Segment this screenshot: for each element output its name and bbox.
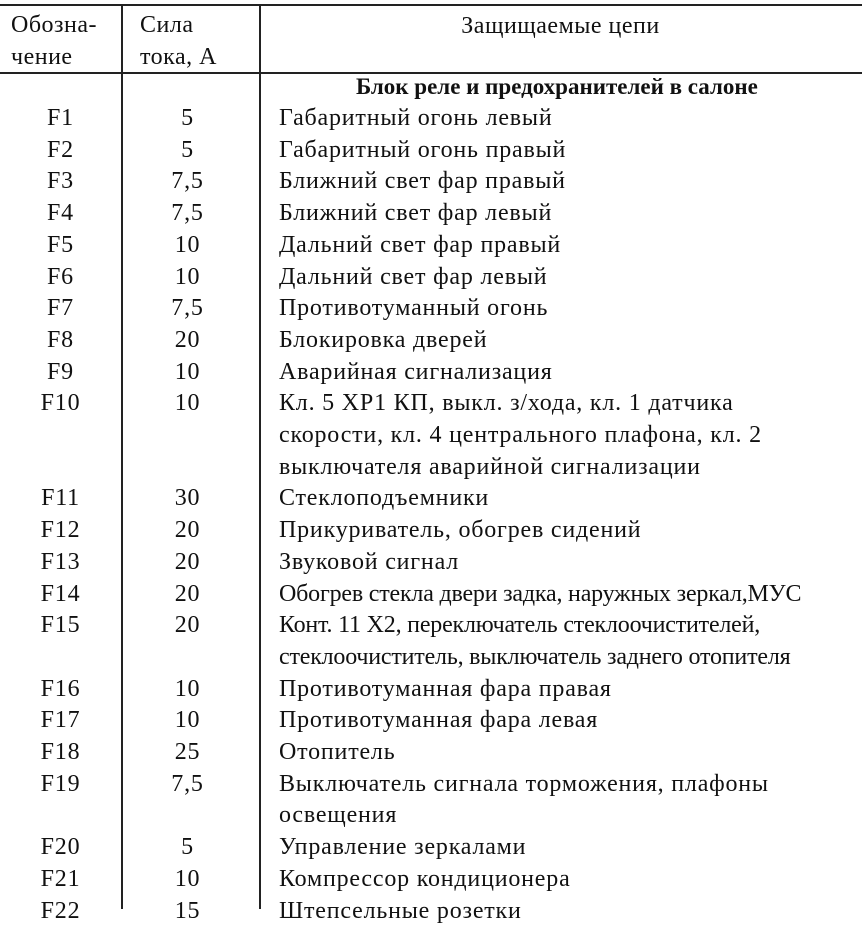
circuit-description-line: Противотуманный огонь <box>279 295 549 322</box>
fuse-designation: F22 <box>40 897 81 924</box>
fuse-circuits <box>279 103 862 135</box>
fuse-current: 20 <box>174 517 201 544</box>
fuse-circuits <box>279 388 862 483</box>
fuse-designation: F4 <box>47 200 74 227</box>
circuit-description-line: выключателя аварийной сигнализации <box>279 453 701 480</box>
table-row <box>0 610 862 673</box>
fuse-circuits <box>279 357 862 389</box>
table-row <box>0 388 862 483</box>
fuse-circuits <box>279 325 862 357</box>
fuse-designation: F18 <box>40 739 81 766</box>
fuse-current: 10 <box>174 231 201 258</box>
header-designation-line-2: чение <box>11 44 73 70</box>
fuse-designation: F21 <box>40 865 81 892</box>
table-top-rule <box>0 4 862 6</box>
fuse-circuits <box>279 547 862 579</box>
fuse-current: 10 <box>174 707 201 734</box>
fuse-designation: F7 <box>47 295 74 322</box>
fuse-circuits <box>279 705 862 737</box>
table-row <box>0 230 862 262</box>
fuse-current: 10 <box>174 865 201 892</box>
fuse-designation: F11 <box>41 485 80 512</box>
circuit-description-line: Аварийная сигнализация <box>279 358 553 385</box>
circuit-description-line: Дальний свет фар правый <box>279 231 562 258</box>
circuit-description-line: Габаритный огонь правый <box>279 136 567 163</box>
fuse-designation: F14 <box>40 580 81 607</box>
circuit-description-line: Конт. 11 Х2, переключатель стеклоочистителей, <box>279 612 761 639</box>
fuse-circuits <box>279 293 862 325</box>
table-row <box>0 135 862 167</box>
circuit-description-line: Прикуриватель, обогрев сидений <box>279 517 642 544</box>
header-circuits: Защищаемые цепи <box>461 13 660 39</box>
fuse-designation: F19 <box>40 770 81 797</box>
table-row <box>0 293 862 325</box>
header-current-line-2: тока, А <box>140 44 217 70</box>
header-current-line-1: Сила <box>140 12 194 38</box>
fuse-designation: F13 <box>40 548 81 575</box>
fuse-circuits <box>279 166 862 198</box>
fuse-designation: F9 <box>47 358 74 385</box>
fuse-current: 10 <box>174 263 201 290</box>
fuse-circuits <box>279 579 862 611</box>
fuse-circuits <box>279 483 862 515</box>
fuse-designation: F17 <box>40 707 81 734</box>
table-row <box>0 579 862 611</box>
fuse-current: 10 <box>174 358 201 385</box>
fuse-current: 15 <box>174 897 201 924</box>
fuse-current: 20 <box>174 326 201 353</box>
circuit-description-line: Отопитель <box>279 739 396 766</box>
fuse-rows <box>0 103 862 927</box>
header-designation <box>11 9 119 73</box>
table-row <box>0 769 862 832</box>
circuit-description-line: освещения <box>279 802 398 829</box>
circuit-description-line: Ближний свет фар левый <box>279 200 553 227</box>
fuse-current: 5 <box>181 834 194 861</box>
section-title: Блок реле и предохранителей в салоне <box>356 74 758 99</box>
fuse-circuits <box>279 896 862 927</box>
circuit-description-line: Звуковой сигнал <box>279 548 460 575</box>
circuit-description-line: Дальний свет фар левый <box>279 263 548 290</box>
fuse-designation: F16 <box>40 675 81 702</box>
header-designation-line-1: Обозна- <box>11 12 98 38</box>
fuse-circuits <box>279 832 862 864</box>
table-row <box>0 515 862 547</box>
fuse-designation: F12 <box>40 517 81 544</box>
table-row <box>0 483 862 515</box>
fuse-circuits <box>279 230 862 262</box>
fuse-current: 20 <box>174 548 201 575</box>
fuse-circuits <box>279 135 862 167</box>
table-row <box>0 262 862 294</box>
fuse-current: 7,5 <box>171 168 204 195</box>
fuse-circuits <box>279 262 862 294</box>
fuse-current: 7,5 <box>171 200 204 227</box>
table-row <box>0 832 862 864</box>
circuit-description-line: Управление зеркалами <box>279 834 527 861</box>
circuit-description-line: Габаритный огонь левый <box>279 105 553 131</box>
circuit-description-line: Противотуманная фара левая <box>279 707 599 734</box>
fuse-circuits <box>279 674 862 706</box>
table-row <box>0 103 862 135</box>
table-row <box>0 705 862 737</box>
fuse-circuits <box>279 769 862 832</box>
circuit-description-line: Выключатель сигнала торможения, плафоны <box>279 770 769 797</box>
fuse-circuits <box>279 737 862 769</box>
table-row <box>0 198 862 230</box>
fuse-current: 25 <box>174 739 201 766</box>
table-row <box>0 864 862 896</box>
fuse-current: 7,5 <box>171 770 204 797</box>
fuse-designation: F5 <box>47 231 74 258</box>
fuse-current: 10 <box>174 675 201 702</box>
circuit-description-line: Противотуманная фара правая <box>279 675 612 702</box>
circuit-description-line: Ближний свет фар правый <box>279 168 566 195</box>
fuse-current: 5 <box>181 136 194 163</box>
fuse-circuits <box>279 515 862 547</box>
fuse-circuits <box>279 198 862 230</box>
circuit-description-line: Компрессор кондиционера <box>279 865 571 892</box>
fuse-current: 20 <box>174 612 201 639</box>
circuit-description-line: Кл. 5 ХР1 КП, выкл. з/хода, кл. 1 датчика <box>279 390 734 417</box>
fuse-designation: F2 <box>47 136 74 163</box>
fuse-circuits <box>279 610 862 673</box>
circuit-description-line: скорости, кл. 4 центрального плафона, кл. 2 <box>279 422 762 449</box>
fuse-designation: F8 <box>47 326 74 353</box>
fuse-designation: F10 <box>40 390 81 417</box>
circuit-description-line: Блокировка дверей <box>279 326 488 353</box>
fuse-current: 7,5 <box>171 295 204 322</box>
fuse-current: 5 <box>181 105 194 131</box>
table-row <box>0 737 862 769</box>
table-row <box>0 896 862 927</box>
fuse-circuits <box>279 864 862 896</box>
circuit-description-line: Стеклоподъемники <box>279 485 490 512</box>
fuse-current: 20 <box>174 580 201 607</box>
circuit-description-line: Штепсельные розетки <box>279 897 522 924</box>
fuse-designation: F6 <box>47 263 74 290</box>
circuit-description-line: Обогрев стекла двери задка, наружных зеркал,МУС <box>279 580 802 607</box>
table-row <box>0 357 862 389</box>
fuse-designation: F1 <box>47 105 74 131</box>
fuse-current: 30 <box>174 485 201 512</box>
header-current <box>140 9 255 73</box>
table-row <box>0 547 862 579</box>
table-row <box>0 325 862 357</box>
fuse-designation: F20 <box>40 834 81 861</box>
fuse-designation: F3 <box>47 168 74 195</box>
circuit-description-line: стеклоочиститель, выключатель заднего отопителя <box>279 643 791 670</box>
fuse-current: 10 <box>174 390 201 417</box>
table-row <box>0 166 862 198</box>
table-row <box>0 674 862 706</box>
fuse-designation: F15 <box>40 612 81 639</box>
